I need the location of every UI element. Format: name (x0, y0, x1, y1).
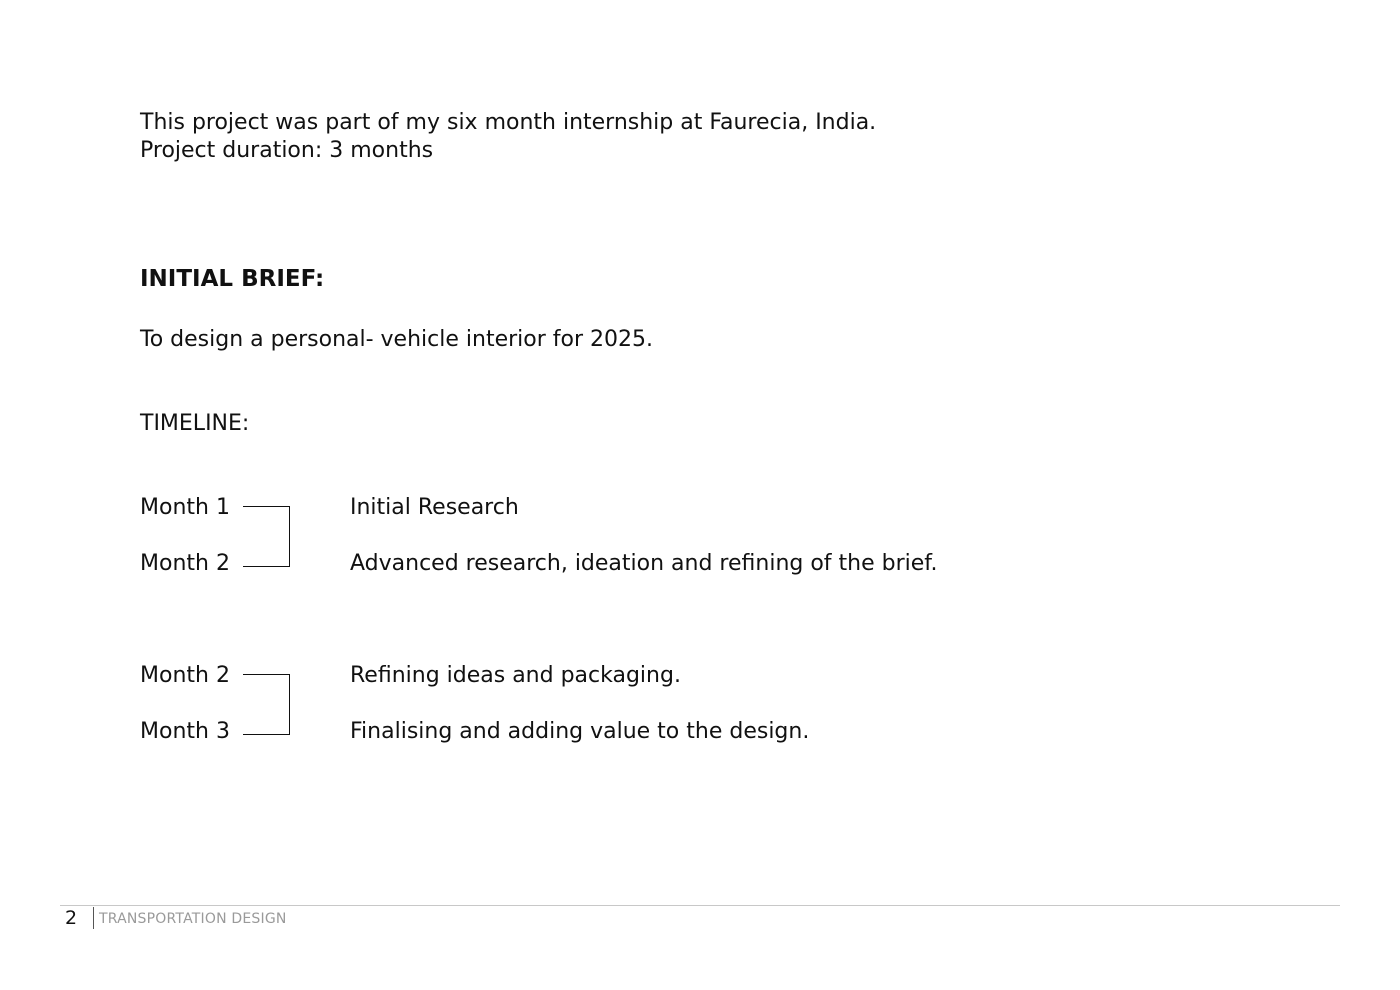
timeline-heading: TIMELINE: (140, 411, 250, 436)
timeline-task: Refining ideas and packaging. (350, 663, 681, 688)
timeline-task: Advanced research, ideation and refining of the brief. (350, 551, 938, 576)
footer-section-label: TRANSPORTATION DESIGN (99, 911, 287, 927)
brief-heading: INITIAL BRIEF: (140, 266, 325, 292)
brief-text: To design a personal- vehicle interior for 2025. (140, 327, 653, 352)
timeline-month-label: Month 1 (140, 495, 230, 520)
timeline-bracket (243, 506, 290, 567)
timeline-task: Initial Research (350, 495, 519, 520)
intro-text: This project was part of my six month internship at Faurecia, India. (140, 110, 877, 135)
timeline-bracket (243, 674, 290, 735)
footer-divider (93, 907, 94, 929)
project-duration: Project duration: 3 months (140, 138, 434, 163)
timeline-month-label: Month 2 (140, 551, 230, 576)
timeline-month-label: Month 3 (140, 719, 230, 744)
page-number: 2 (65, 907, 78, 929)
timeline-task: Finalising and adding value to the design. (350, 719, 810, 744)
timeline-month-label: Month 2 (140, 663, 230, 688)
footer-rule (60, 905, 1340, 906)
